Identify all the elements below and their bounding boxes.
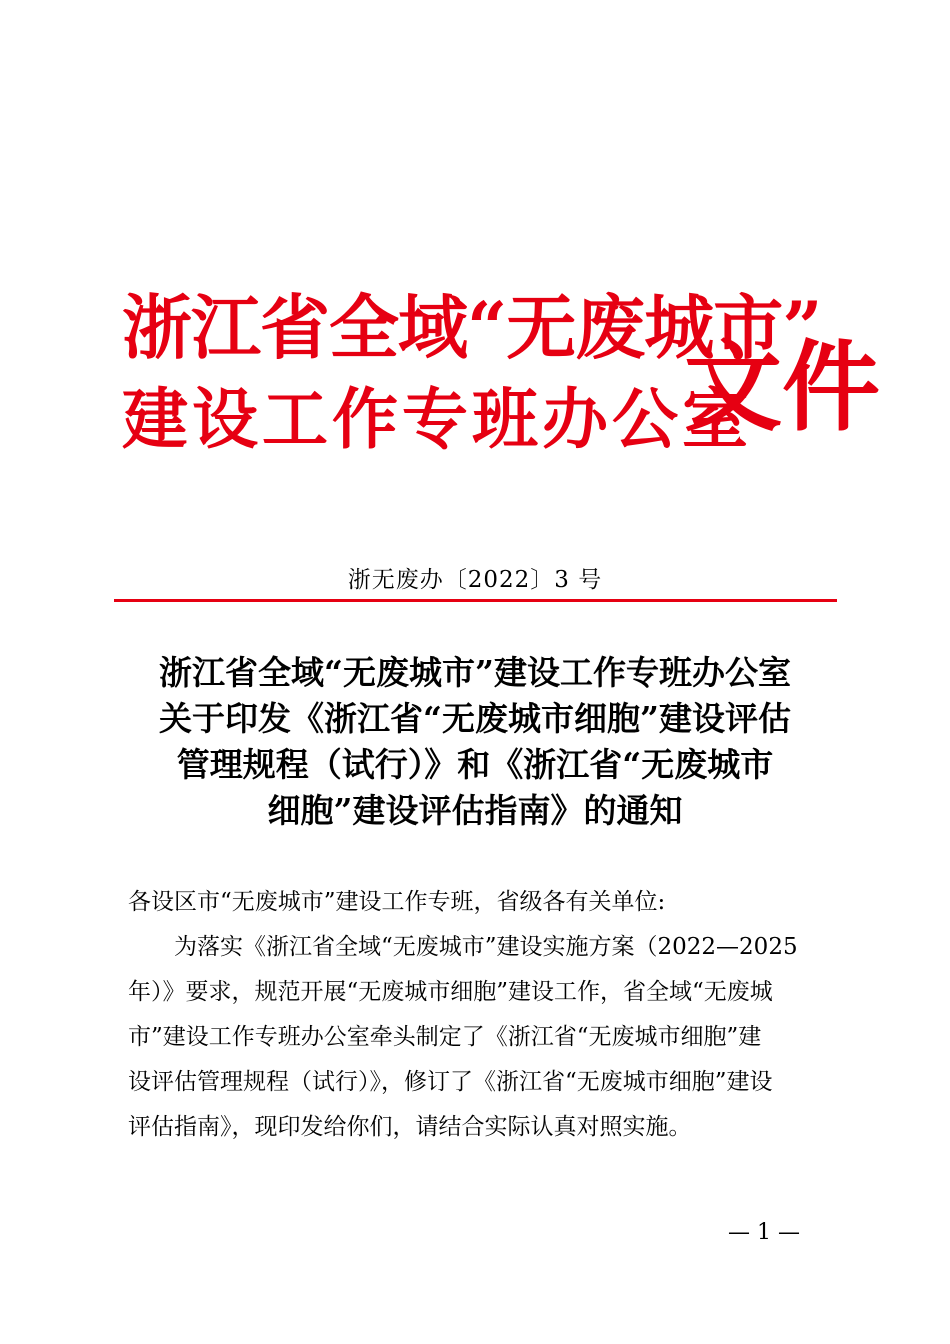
title-line: 浙江省全域“无废城市”建设工作专班办公室 [159, 653, 791, 692]
paragraph-line: 为落实《浙江省全域“无废城市”建设实施方案（2022—2025 [174, 934, 798, 960]
red-divider-line [114, 599, 837, 602]
document-number: 浙无废办〔2022〕3 号 [347, 567, 603, 593]
title-line: 细胞”建设评估指南》的通知 [267, 791, 683, 830]
issuer-name-line-1: 浙江省全域“无废城市” [122, 286, 822, 369]
paragraph-line: 市”建设工作专班办公室牵头制定了《浙江省“无废城市细胞”建 [128, 1024, 762, 1050]
salutation: 各设区市“无废城市”建设工作专班，省级各有关单位: [128, 889, 666, 915]
issuer-header [122, 283, 881, 483]
title-line: 管理规程（试行）》和《浙江省“无废城市 [176, 745, 774, 784]
document-label: 文件 [684, 330, 881, 445]
document-title [100, 650, 850, 834]
paragraph-line: 评估指南》，现印发给你们，请结合实际认真对照实施。 [128, 1114, 692, 1140]
paragraph-line: 年）》要求，规范开展“无废城市细胞”建设工作，省全域“无废城 [128, 979, 773, 1005]
title-line: 关于印发《浙江省“无废城市细胞”建设评估 [159, 699, 791, 738]
paragraph-line: 设评估管理规程（试行）》，修订了《浙江省“无废城市细胞”建设 [128, 1069, 773, 1095]
document-body [128, 880, 828, 1150]
issuer-name-line-2: 建设工作专班办公室 [122, 380, 752, 458]
page-number: — 1 — [728, 1220, 800, 1245]
